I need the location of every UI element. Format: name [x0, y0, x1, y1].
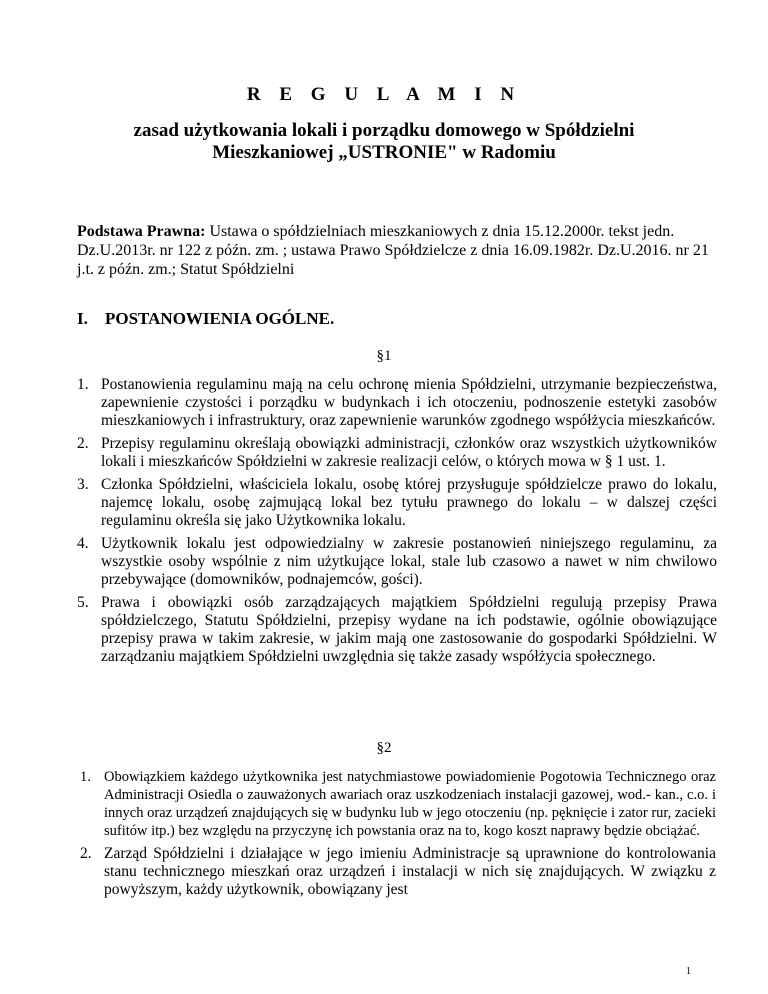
list-item [77, 435, 717, 471]
legal-basis [77, 222, 717, 279]
list-item [80, 845, 716, 899]
item-number: 2. [80, 845, 92, 862]
subtitle-line-2: Mieszkaniowej „USTRONIE" w Radomiu [212, 142, 556, 163]
subtitle-line-1: zasad użytkowania lokali i porządku domowego w Spółdzielni [133, 120, 635, 141]
paragraph-1-mark: §1 [376, 348, 392, 364]
section-heading [77, 309, 334, 329]
item-text: Przepisy regulaminu określają obowiązki administracji, członków oraz wszystkich użytkowników lokali i mieszkańców Spółdzielni w zakresie realizacji celów, o których mowa w § 1 ust. 1. [101, 435, 717, 470]
item-text: Zarząd Spółdzielni i działające w jego imieniu Administracje są uprawnione do kontrolowania stanu technicznego mieszkań oraz urządzeń i instalacji w nich się znajdujących. W związku z powyższym, każdy użytkownik, obowiązany jest [104, 845, 716, 898]
item-number: 4. [77, 535, 89, 552]
item-text: Użytkownik lokalu jest odpowiedzialny w zakresie postanowień niniejszego regulaminu, za wszystkie osoby wspólnie z nim użytkujące lokal, stale lub czasowo a nawet w nim chwilowo przebywające (domowników, podnajemców, gości). [101, 535, 717, 588]
paragraph-2-mark: §2 [376, 740, 392, 756]
list-item [77, 535, 717, 589]
page-number: 1 [686, 966, 691, 977]
item-number: 5. [77, 594, 89, 611]
item-number: 1. [77, 376, 89, 393]
item-text: Członka Spółdzielni, właściciela lokalu, osobę której przysługuje spółdzielcze prawo do lokalu, najemcę lokalu, osobę zajmującą lokal bez tytułu prawnego do lokalu – w dalszej części regulaminu określa się jako Użytkownika lokalu. [101, 476, 717, 529]
legal-basis-label: Podstawa Prawna: [77, 223, 206, 240]
document-title: R E G U L A M I N [246, 84, 522, 105]
item-text: Postanowienia regulaminu mają na celu ochronę mienia Spółdzielni, utrzymanie bezpieczeństwa, zapewnienie czystości i porządku w budynkach i ich otoczeniu, podnoszenie estetyki zasobów mieszkaniowych i infrastruktury, oraz zapewnienie warunków zgodnego współżycia mieszkańców. [101, 376, 717, 429]
section-number: I. [77, 309, 88, 328]
list-item [77, 376, 717, 430]
item-text: Prawa i obowiązki osób zarządzających majątkiem Spółdzielni regulują przepisy Prawa spółdzielczego, Statutu Spółdzielni, przepisy wydane na ich podstawie, ogólnie obowiązujące przepisy prawa w takim zakresie, w jakim mają one zastosowanie do gospodarki Spółdzielni. W zarządzaniu majątkiem Spółdzielni uwzględnia się także zasady współżycia społecznego. [101, 594, 717, 665]
section-title: POSTANOWIENIA OGÓLNE. [105, 309, 335, 328]
item-text: Obowiązkiem każdego użytkownika jest natychmiastowe powiadomienie Pogotowia Technicznego oraz Administracji Osiedla o zauważonych awariach oraz uszkodzeniach instalacji gazowej, wod.- kan., c.o. i innych oraz urządzeń znajdujących się w budynku lub w jego otoczeniu (np. pęknięcie i zator rur, zacieki sufitów itp.) bez względu na przyczynę ich powstania oraz na to, kogo koszt naprawy będzie obciążać. [104, 769, 716, 839]
list-item [77, 594, 717, 666]
item-number: 1. [80, 769, 91, 785]
legal-basis-text: Ustawa o spółdzielniach mieszkaniowych z dnia 15.12.2000r. tekst jedn. Dz.U.2013r. nr 122 z późn. zm. ; ustawa Prawo Spółdzielcze z dnia 16.09.1982r. Dz.U.2016. nr 21 j.t. z późn. zm.; Statut Spółdzielni [77, 223, 709, 278]
item-number: 2. [77, 435, 89, 452]
list-item [80, 768, 716, 840]
item-number: 3. [77, 476, 89, 493]
list-item [77, 476, 717, 530]
document-subtitle [100, 120, 668, 164]
paragraph-1-list [77, 376, 717, 671]
paragraph-2-list [80, 768, 716, 904]
